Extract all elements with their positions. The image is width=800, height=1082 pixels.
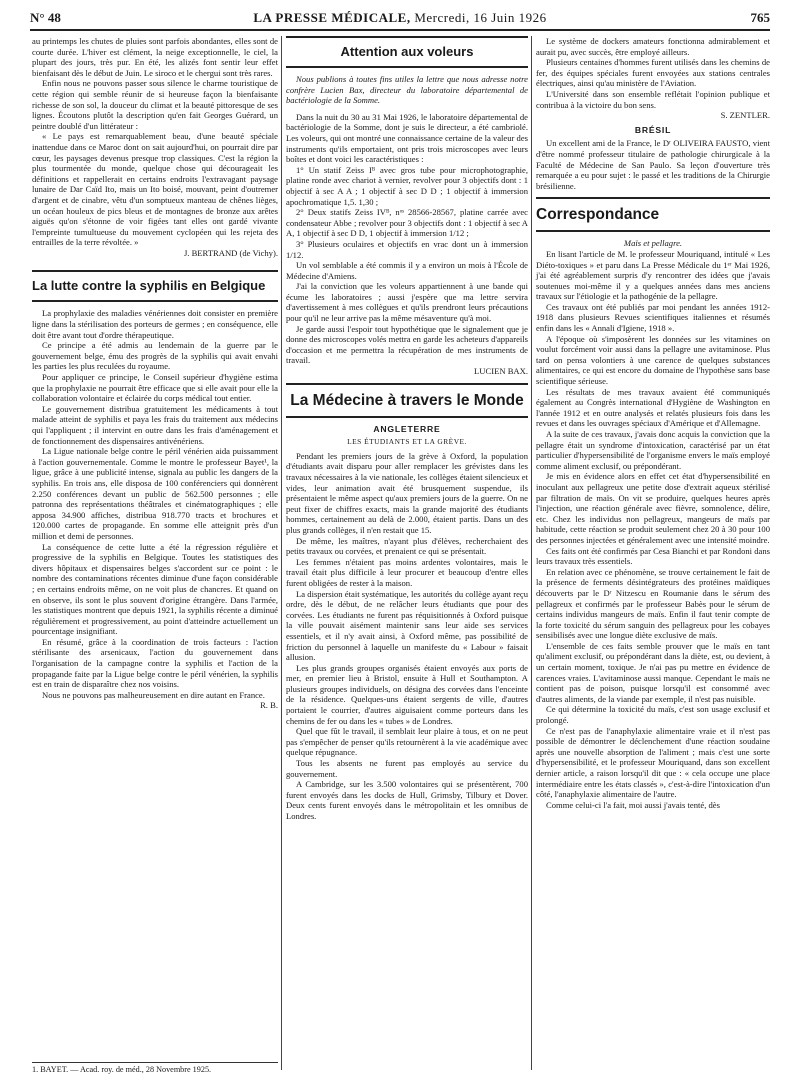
- paragraph: Les plus grands groupes organisés étaient envoyés aux ports de mer, en premier lieu à Bristol, ensuite à Hull et Southampton. A plusieurs groupes individuels, on désigna des corvées dans l'enceinte de la résidence. Quelques-uns étaient sergents de ville, d'autres portaient le courrier, d'autres aiguisaient comme porteurs dans les chemins de fer ou dans les « tubes » de Londres.: [286, 662, 528, 726]
- paragraph: Je mis en évidence alors en effet cet état d'hypersensibilité en inoculant aux pellagreux une petite dose d'extrait aqueux stérilisé par filtration de maïs. On vit se produire, quelques heures après l'injection, une réaction générale avec fièvre, somnolence, délire, etc. Chez les individus non pellagreux, mangeurs de maïs par habitude, cette réaction se produit seulement chez 20 à 30 pour 100 des personnes injectées et généralement avec une intensité moindre.: [536, 471, 770, 545]
- journal-title: LA PRESSE MÉDICALE,: [253, 10, 411, 25]
- paragraph: Un excellent ami de la France, le Dʳ OLIVEIRA FAUSTO, vient d'être nommé professeur titulaire de pathologie chirurgicale à la Faculté de Médecine de San Paulo. Sa leçon d'ouverture très remarquée a eu pour sujet : le passé et les traditions de la Chirurgie brésilienne.: [536, 138, 770, 191]
- article-title: Attention aux voleurs: [286, 36, 528, 68]
- paragraph: Je garde aussi l'espoir tout hypothétique que le signalement que je donne des microscopes volés mettra en garde les acheteurs d'appareils d'occasion et me permettra la récupération de mes instruments de travail.: [286, 323, 528, 366]
- paragraph: Le gouvernement distribua gratuitement les médicaments à tout malade atteint de syphilis et paya les frais du traitement aux médecins qui l'appliquent ; il intervint en outre dans les frais d'aménagement et de fonctionnement des dispensaires antivénériens.: [32, 403, 278, 446]
- article-signature: LUCIEN BAX.: [474, 366, 528, 377]
- paragraph: J'ai la conviction que les voleurs appartiennent à une bande qui écume les laboratoires ; aussi j'espère que ma lettre servira d'avertissement à mes collègues et qu'ils prendront leurs précautions pour qu'il ne leur arrive pas la même mésaventure qu'à moi.: [286, 281, 528, 324]
- column-right: [536, 36, 770, 810]
- paragraph: Dans la nuit du 30 au 31 Mai 1926, le laboratoire départemental de bactériologie de la Somme, dont je suis le directeur, a été cambriolé. Les voleurs, qui ont montré une connaissance certaine de la valeur des instruments qu'ils emportaient, ont pris trois microscopes avec leurs boîtes et dont voici les caractéristiques :: [286, 111, 528, 165]
- article-signature: R. B.: [260, 700, 278, 711]
- paragraph: A la suite de ces travaux, j'avais donc acquis la conviction que la pellagre était un syndrome d'intoxication, caractérisé par un état particulier d'hypersensibilité de l'organisme envers le maïs employé comme aliment exclusif, ou prépondérant.: [536, 429, 770, 471]
- paragraph: La conséquence de cette lutte a été la régression régulière et progressive de la syphilis en Belgique. Toutes les statistiques des divers hôpitaux et dispensaires belges s'accordent sur ce point : le nombre des contaminations récentes diminue d'une façon considérable ; en certains endroits même, on ne voit plus de chancres. Et quand on en observe, ils sont le plus souvent d'origine étrangère. Dans l'armée, les statistiques montrent que depuis 1921, la syphilis récente a diminué régulièrement et progressivement, au point d'atteindre actuellement un pourcentage insignifiant.: [32, 541, 278, 637]
- issue-number: N° 48: [30, 10, 61, 25]
- column-divider: [281, 36, 282, 1070]
- section-title: Correspondance: [536, 197, 770, 232]
- paragraph: Ces travaux ont été publiés par moi pendant les années 1912-1918 dans plusieurs Revues scientifiques italiennes et résumés enfin dans les « Annali d'Igiene, 1918 ».: [536, 301, 770, 334]
- paragraph: En relation avec ce phénomène, se trouve certainement le fait de la présence de ferments désintégrateurs des protéines maïdiques découverts par le Dʳ Nitzescu en Roumanie dans le sérum des pellagreux et confirmés par le professeur Babès pour le sérum de certains individus mangeurs de maïs. Enfin il faut tenir compte de la forte toxicité du sérum sanguin des pellagreux pour les cobayes sensibilisés avec une longue diète exclusive de maïs.: [536, 566, 770, 641]
- paragraph: Ce n'est pas de l'anaphylaxie alimentaire vraie et il n'est pas possible de démontrer le déclenchement d'une réaction soudaine après une nouvelle absorption de l'aliment ; mais c'est une sorte d'hypersensibilité, et le professeur Mouriquand, dans son excellent dernier article, a raison lorsqu'il dit que : « cela occupe une place intermédiaire entre les états classés », c'est-à-dire l'intoxication d'un côté, l'anaphylaxie alimentaire de l'autre.: [536, 725, 770, 800]
- paragraph: Ces faits ont été confirmés par Cesa Bianchi et par Rondoni dans leurs travaux très essentiels.: [536, 545, 770, 567]
- paragraph: A l'époque où s'imposèrent les données sur les vitamines on voulut forcément voir aussi dans la pellagre une avitaminose. Plus tard on pensa volontiers à une carence de quelques substances alimentaires, ce qui est encore du domaine de l'hypothèse sans base scientifique sérieuse.: [536, 333, 770, 387]
- paragraph: Pendant les premiers jours de la grève à Oxford, la population d'étudiants avait disparu pour aller remplacer les grévistes dans les travaux nécessaires à la vie nationale, les collèges étaient silencieux et vides, leur animation avait été brusquement suspendue, ils présentaient le même aspect qu'aux premiers jours de la guerre. On ne peut fixer de chiffres exacts, mais la grande majorité des étudiants hommes, certainement au delà de 2.000, étaient partis. Dans un des plus grands collèges, il n'en restait que 15.: [286, 450, 528, 535]
- article-signature: J. BERTRAND (de Vichy).: [183, 247, 278, 258]
- paragraph: La prophylaxie des maladies vénériennes doit consister en première ligne dans la stérilisation des porteurs de germes ; en conséquence, elle doit être avant tout d'ordre thérapeutique.: [32, 308, 278, 340]
- paragraph: Pour appliquer ce principe, le Conseil supérieur d'hygiène estima que la prophylaxie ne pourrait être efficace que si elle avait pour elle la collaboration volontaire et éclairée du corps médical tout entier.: [32, 372, 278, 404]
- paragraph: Ce principe a été admis au lendemain de la guerre par le gouvernement belge, ému des progrès de la syphilis qui avait envahi les parties les plus reculées du royaume.: [32, 340, 278, 372]
- column-divider: [531, 36, 532, 1070]
- paragraph: Le système de dockers amateurs fonctionna admirablement et aurait pu, avec succès, être employé ailleurs.: [536, 36, 770, 57]
- column-middle: [286, 36, 528, 822]
- paragraph: Un vol semblable a été commis il y a environ un mois à l'École de Médecine d'Amiens.: [286, 260, 528, 281]
- column-left: [32, 36, 278, 711]
- paragraph: En lisant l'article de M. le professeur Mouriquand, intitulé « Les Diéto-toxiques » et paru dans La Presse Médicale du 1ᵉʳ Mai 1926, j'ai été agréablement surpris d'y rencontrer des idées que j'avais soutenues moi-même il y a quelques années dans mes anciens travaux sur l'étiologie et la pathogénie de la pellagre.: [536, 248, 770, 302]
- paragraph: Nous ne pouvons pas malheureusement en dire autant en France.: [42, 689, 265, 700]
- paragraph: Les résultats de mes travaux avaient été communiqués également au Congrès international d'Hygiène de Washington en l'année 1912 et en outre analysés et relatés plusieurs fois dans les revues et dans les ouvrages spéciaux d'Amérique et d'Allemagne.: [536, 386, 770, 429]
- paragraph: L'ensemble de ces faits semble prouver que le maïs en tant qu'aliment exclusif, ou prépondérant dans la diète, est, ou devient, à un certain moment, toxique. Je n'ai pas pu mettre en évidence de carences vraies. L'avitaminose aussi manque. Cependant le maïs ne contient pas de poison, puisque lorsqu'il est consommé avec d'autres aliments, de la viande par exemple, il n'est pas nuisible.: [536, 640, 770, 704]
- paragraph: Ce qui détermine la toxicité du maïs, c'est son usage exclusif et prolongé.: [536, 704, 770, 726]
- paragraph: En résumé, grâce à la coordination de trois facteurs : l'action stérilisante des arsenicaux, l'action du gouvernement dans l'organisation de la campagne contre la syphilis et l'action de la propagande faite par la Ligue belge contre le péril vénérien, la syphilis est en train de disparaître chez nos voisins.: [32, 636, 278, 690]
- paragraph: Plusieurs centaines d'hommes furent utilisés dans les chemins de fer, des équipes spéciales furent envoyées aux stations centrales électriques, ainsi qu'au ministère de l'Aviation.: [536, 57, 770, 89]
- journal-masthead: [30, 10, 770, 26]
- paragraph: L'Université dans son ensemble reflétait l'opinion publique et contribua à la victoire du bon sens.: [536, 88, 770, 110]
- article-title: La lutte contre la syphilis en Belgique: [32, 270, 278, 302]
- paragraph: Tous les absents ne furent pas employés au service du gouvernement.: [286, 758, 528, 779]
- paragraph: La dispersion était systématique, les autorités du collège ayant reçu ordre, dès le début, de ne relâcher leurs étudiants que pour des corvées. Les étudiants ne furent pas réquisitionnés à Oxford puisque la ville pouvait aisément maintenir sans leur aide ses services essentiels, et il n'y avait ainsi, à Oxford même, pas possibilité de friction du personnel à laquelle un manifeste du « Labour » faisait allusion.: [286, 588, 528, 663]
- paragraph: Quel que fût le travail, il semblait leur plaire à tous, et on ne peut pas s'empêcher de penser qu'ils retournèrent à la vie académique avec quelque répugnance.: [286, 726, 528, 758]
- page-header: [30, 10, 770, 26]
- section-title: La Médecine à travers le Monde: [286, 383, 528, 418]
- paragraph: au printemps les chutes de pluies sont parfois abondantes, elles sont de courte durée. L'hiver est clément, la neige exceptionnelle, le ciel, la plupart des jours, très pur. En été, les alizés font sentir leur effet bienfaisant dès le début de Juin. Le siroco et le chergui sont très rares.: [32, 36, 278, 78]
- subheading: LES ÉTUDIANTS ET LA GRÈVE.: [347, 437, 467, 447]
- article-signature: S. ZENTLER.: [720, 110, 770, 121]
- quote-paragraph: « Le pays est remarquablement beau, d'une beauté spéciale inattendue dans ce Maroc dont on sait aujourd'hui, on pourrait dire par cœur, les paysages devenus presque trop classiques. C'est la région la plus tourmentée du monde, quelque chose qui décourageait les définitions et rappellerait en certains endroits l'extravagant paysage lunaire de Dar Caïd Ito, mais un Ito boisé, mouvant, peint d'outremer d'argent et de cinabre, vêtu d'un somptueux manteau de chênes lièges, un océan houleux de pics bleus et de montagnes de bronze aux arêtes aiguës qu'on s'étonne de voir figées tant elles ont gardé vivante l'empreinte tumultueuse du mouvement cyclopéen qui les rejeta des entrailles de la terre révoltée. »: [32, 131, 278, 248]
- paragraph: De même, les maîtres, n'ayant plus d'élèves, recherchaient des petits travaux ou corvées, et prenaient ce qui se présentait.: [286, 535, 528, 557]
- paragraph: 2° Deux statifs Zeiss IVᴮ, nᵒˢ 28566-28567, platine carrée avec condensateur Abbe ; revolver pour 3 objectifs dont : 1 objectif à sec A A, 1 objectif à sec D D, 1 objectif à immersion 1/12 ;: [286, 207, 528, 239]
- paragraph: Les femmes n'étaient pas moins ardentes volontaires, mais le travail était plus difficile à leur procurer et beaucoup d'entre elles furent obligées de rester à la maison.: [286, 556, 528, 588]
- paragraph: 3° Plusieurs oculaires et objectifs en vrac dont un à immersion 1/12.: [286, 238, 528, 260]
- country-heading: ANGLETERRE: [373, 423, 441, 434]
- paragraph: 1° Un statif Zeiss Iᴮ avec gros tube pour microphotographie, platine ronde avec chariot à vernier, revolver pour 3 objectifs dont : 1 objectif à sec A A ; 1 objectif à sec D D ; 1 objectif à immersion apochromatique 1,5. 1,30 ;: [286, 164, 528, 207]
- footnote: 1. BAYET. — Acad. roy. de méd., 28 Novembre 1925.: [32, 1062, 278, 1074]
- paragraph: Comme celui-ci l'a fait, moi aussi j'avais tenté, dès: [546, 799, 720, 810]
- article-subtitle: Maïs et pellagre.: [623, 238, 683, 249]
- issue-date: Mercredi, 16 Juin 1926: [414, 10, 547, 25]
- paragraph: La Ligue nationale belge contre le péril vénérien aida puissamment à l'action gouvernementale. Comme le montre le professeur Bayet¹, la ligue, grâce à une publicité intense, signala au public les dangers de la syphilis. En trois ans, elle disposa de 100 conférenciers qui donnèrent 2.250 conférences devant un public de 562.500 personnes ; elle patronna des représentations théâtrales et cinématographiques ; elle apposa 34.900 affiches, distribua 918.770 tracts et brochures et 120.000 cartes de propagande. En somme elle atteignit près d'un million et demi de personnes.: [32, 446, 278, 541]
- paragraph: A Cambridge, sur les 3.500 volontaires qui se présentèrent, 700 furent envoyés dans les docks de Hull, Grimsby, Tilbury et Dover. Deux cents furent envoyés dans le métropolitain et les omnibus de Londres.: [286, 779, 528, 821]
- header-rule: [30, 29, 770, 31]
- article-intro: Nous publions à toutes fins utiles la lettre que nous adresse notre confrère Lucien Bax, directeur du laboratoire départemental de bactériologie de la Somme.: [286, 74, 528, 106]
- page-number: 765: [750, 10, 770, 25]
- country-heading: BRÉSIL: [634, 124, 672, 135]
- paragraph: Enfin nous ne pouvons passer sous silence le charme touristique de cette région qui semble réunir de si heureuse façon la bienfaisante richesse de son sol, la douceur du climat et la beauté pittoresque de ses lignes. Écoutons plutôt la description qu'en fait Georges Guérard, un peintre doublé d'un littérateur :: [32, 78, 278, 131]
